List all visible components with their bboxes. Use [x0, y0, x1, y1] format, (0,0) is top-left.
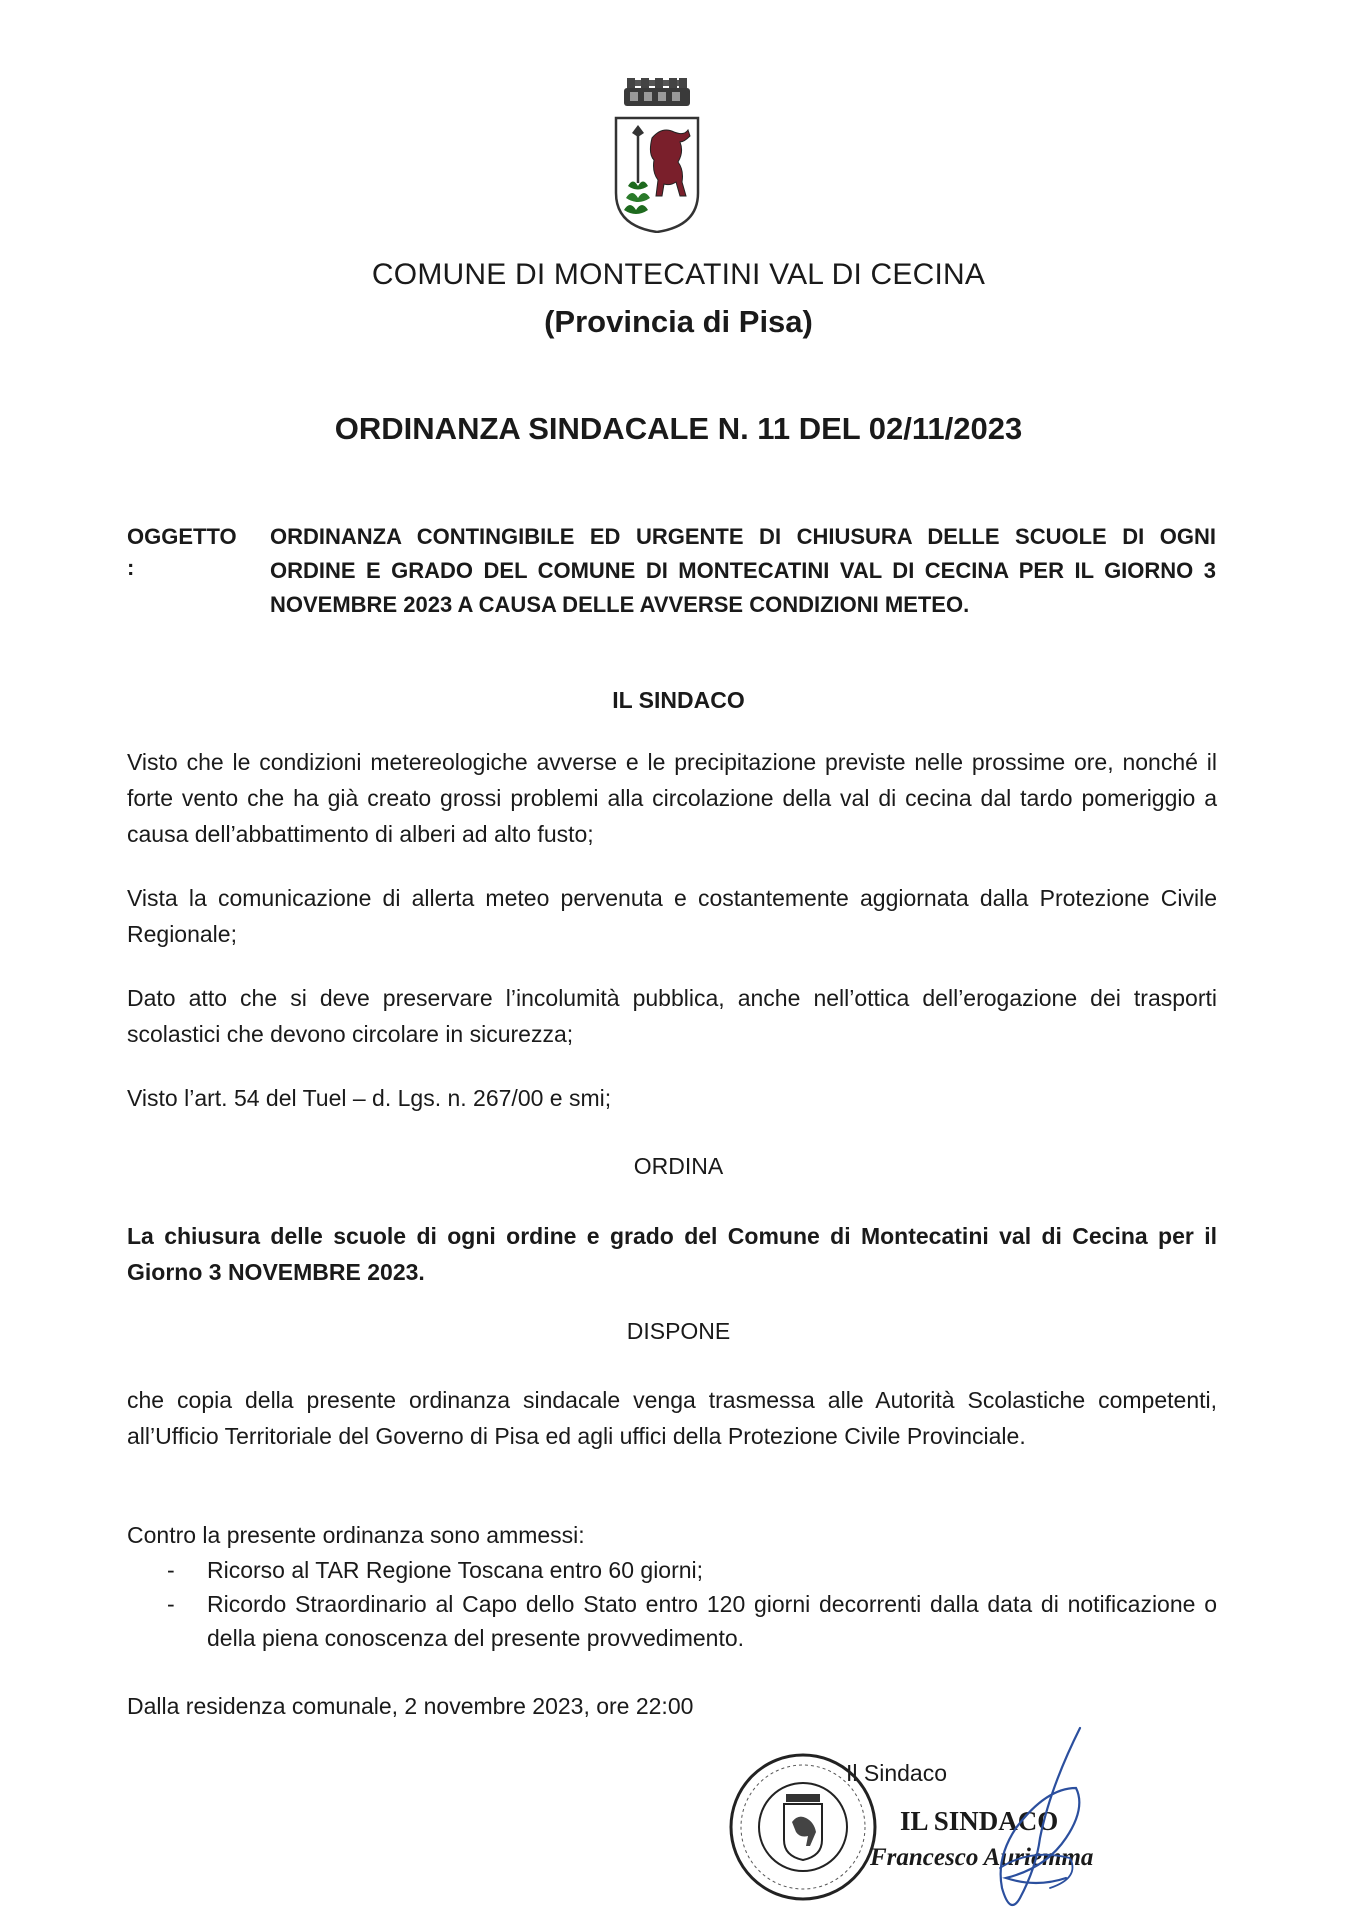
dispositions-heading: DISPONE [626, 1318, 731, 1344]
subject-label: OGGETTO [127, 524, 237, 549]
order-text: La chiusura delle scuole di ogni ordine e grado del Comune di Montecatini val di Cecina per il Giorno 3 NOVEMBRE 2023. [127, 1223, 1217, 1285]
appeal-item-text: Ricorso al TAR Regione Toscana entro 60 giorni; [207, 1557, 704, 1583]
official-seal-stamp [728, 1752, 878, 1902]
ordinance-title: ORDINANZA SINDACALE N. 11 DEL 02/11/2023 [334, 411, 1023, 446]
province-name: (Provincia di Pisa) [544, 304, 813, 339]
subject-colon: : [127, 555, 135, 580]
list-dash: - [167, 1591, 175, 1617]
premise-paragraph: Visto l’art. 54 del Tuel – d. Lgs. n. 267/00 e smi; [127, 1085, 612, 1111]
subject-text: ORDINANZA CONTINGIBILE ED URGENTE DI CHIUSURA DELLE SCUOLE DI OGNI ORDINE E GRADO DEL COMUNE DI MONTECATINI VAL DI CECINA PER IL GIORNO 3 NOVEMBRE 2023 A CAUSA DELLE AVVERSE CONDIZIONI METEO. [270, 524, 1216, 617]
list-item [127, 1553, 1217, 1587]
municipality-name: COMUNE DI MONTECATINI VAL DI CECINA [371, 258, 986, 291]
stamp-name: Francesco Auriemma [870, 1844, 1094, 1871]
premise-paragraph: Vista la comunicazione di allerta meteo pervenuta e costantemente aggiornata dalla Protezione Civile Regionale; [127, 885, 1217, 947]
premise-paragraph: Dato atto che si deve preservare l’incolumità pubblica, anche nell’ottica dell’erogazione dei trasporti scolastici che devono circolare in sicurezza; [127, 985, 1217, 1047]
appeal-item-text: Ricordo Straordinario al Capo dello Stato entro 120 giorni decorrenti dalla data di notificazione o della piena conoscenza del presente provvedimento. [207, 1591, 1217, 1651]
mayor-heading: IL SINDACO [612, 687, 745, 713]
closing-line: Dalla residenza comunale, 2 novembre 2023, ore 22:00 [127, 1693, 694, 1719]
signature-label: Il Sindaco [846, 1760, 948, 1786]
list-item [127, 1587, 1217, 1655]
premise-paragraph: Visto che le condizioni metereologiche avverse e le precipitazione previste nelle prossime ore, nonché il forte vento che ha già creato grossi problemi alla circolazione della val di cecina dal tardo pomeriggio a causa dell’abbattimento di alberi ad alto fusto; [127, 749, 1217, 847]
dispositions-text: che copia della presente ordinanza sindacale venga trasmessa alle Autorità Scolastiche competenti, all’Ufficio Territoriale del Governo di Pisa ed agli uffici della Protezione Civile Provinciale. [127, 1387, 1217, 1449]
list-dash: - [167, 1557, 175, 1583]
municipal-crest-logo [612, 78, 702, 233]
appeals-list [127, 1553, 1217, 1655]
stamp-title: IL SINDACO [900, 1806, 1059, 1836]
handwritten-signature [960, 1718, 1110, 1918]
orders-heading: ORDINA [633, 1153, 724, 1179]
appeals-intro: Contro la presente ordinanza sono ammessi: [127, 1522, 585, 1548]
